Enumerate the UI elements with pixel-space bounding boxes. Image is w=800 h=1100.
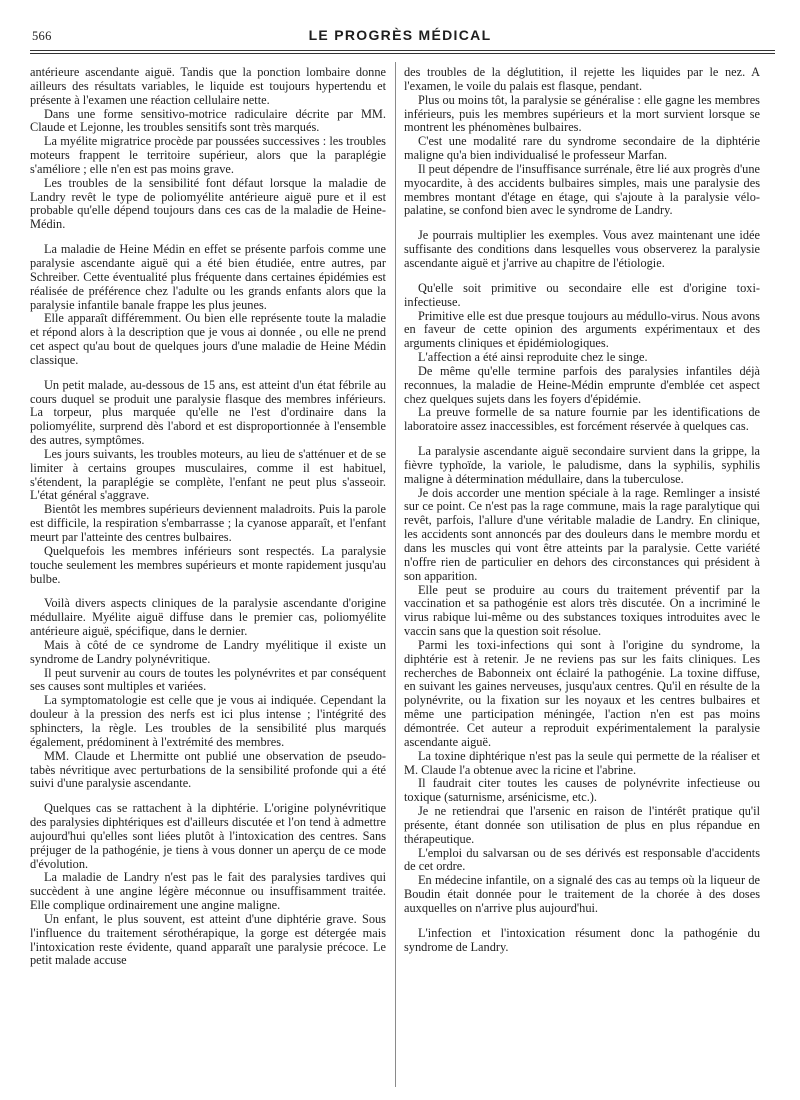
- paragraph: Un petit malade, au-dessous de 15 ans, est atteint d'un état fébrile au cours duquel se produit une paralysie flasque des membres inférieurs. La torpeur, plus marquée qu'elle ne l'est d'ordinaire dans la poliomyélite, surprend dès l'abord et est disproportionnée à l'ensemble des autres, symptômes.: [30, 377, 386, 448]
- paragraph: La symptomatologie est celle que je vous ai indiquée. Cependant la douleur à la pression des nerfs est ici plus intense ; l'intégrité des sphincters, la règle. Les troubles de la sensibilité plus marqués également, prédominent à l'extrémité des membres.: [30, 693, 386, 749]
- paragraph: Bientôt les membres supérieurs deviennent maladroits. Puis la parole est difficile, la respiration s'embarrasse ; la cyanose apparaît, et l'enfant meurt par l'atteinte des centres bulbaires.: [30, 502, 386, 544]
- paragraph: La paralysie ascendante aiguë secondaire survient dans la grippe, la fièvre typhoïde, la variole, le paludisme, dans la syphilis, syphilis maligne à détermination médullaire, dans la tuberculose.: [404, 444, 760, 486]
- paragraph: C'est une modalité rare du syndrome secondaire de la diphtérie maligne qu'a bien individualisé le professeur Marfan.: [404, 134, 760, 163]
- paragraph: Dans une forme sensitivo-motrice radiculaire décrite par MM. Claude et Lejonne, les troubles sensitifs sont très marqués.: [30, 106, 386, 135]
- paragraph: Quelquefois les membres inférieurs sont respectés. La paralysie touche seulement les membres supérieurs et monte rapidement jusqu'au bulbe.: [30, 543, 386, 586]
- paragraph: La myélite migratrice procède par poussées successives : les troubles moteurs frappent le territoire supérieur, alors que la paraplégie s'améliore ; elle n'en est pas moins grave.: [30, 134, 386, 176]
- paragraph: L'infection et l'intoxication résument donc la pathogénie du syndrome de Landry.: [404, 925, 760, 954]
- paragraph: Parmi les toxi-infections qui sont à l'origine du syndrome, la diphtérie est à retenir. Je ne reviens pas sur les faits cliniques. Les recherches de Babonneix ont éclairé la pathogénie. La toxine diffuse, en suivant les gaines nerveuses, jusqu'aux centres. Qu'il en résulte de la polynévrite, ou la fixation sur les noyaux et les centres bulbaires et même une participation méningée, l'action n'en est pas moins démontrée. Cet auteur a reproduit expérimentalement la paralysie ascendante aiguë.: [404, 637, 760, 749]
- paragraph: Voilà divers aspects cliniques de la paralysie ascendante d'origine médullaire. Myélite aiguë diffuse dans le premier cas, poliomyélite antérieure aiguë, spécifique, dans le dernier.: [30, 596, 386, 639]
- paragraph: Primitive elle est due presque toujours au médullo-virus. Nous avons en faveur de cette opinion des arguments expérimentaux et des arguments cliniques et épidémiologiques.: [404, 308, 760, 351]
- left-column: [30, 66, 386, 968]
- paragraph: Il faudrait citer toutes les causes de polynévrite infectieuse ou toxique (saturnisme, arsénicisme, etc.).: [404, 776, 760, 805]
- header-rule: [30, 50, 775, 51]
- page-header: [30, 27, 770, 47]
- paragraph: Je pourrais multiplier les exemples. Vous avez maintenant une idée suffisante des conditions dans lesquelles vous observerez la paralysie ascendante aiguë et j'arrive au chapitre de l'étiologie.: [404, 228, 760, 270]
- paragraph: Il peut dépendre de l'insuffisance surrénale, être lié aux progrès d'une myocardite, à des accidents bulbaires simples, mais une paralysie des membres montant d'étage en étage, qui s'ajoute à la paralysie vélo-palatine, se confond bien avec le syndrome de Landry.: [404, 161, 760, 218]
- paragraph: Je dois accorder une mention spéciale à la rage. Remlinger a insisté sur ce point. Ce n'est pas la rage commune, mais la rage paralytique qui revêt, parfois, l'allure d'une véritable maladie de Landry. En clinique, les accidents sont annoncés par des douleurs dans le membre mordu et dans les muscles qui vont être atteints par la paralysie. Cette variété n'offre rien de particulier en dehors des circonstances qui président à son apparition.: [404, 485, 760, 583]
- paragraph: MM. Claude et Lhermitte ont publié une observation de pseudo-tabès névritique avec perturbations de la sensibilité profonde qui a été suivi d'une paralysie ascendante.: [30, 748, 386, 791]
- paragraph: En médecine infantile, on a signalé des cas au temps où la liqueur de Boudin était donnée pour le traitement de la chorée à des doses auxquelles on n'arrive plus aujourd'hui.: [404, 873, 760, 915]
- paragraph: Quelques cas se rattachent à la diphtérie. L'origine polynévritique des paralysies diphtériques est d'ailleurs discutée et l'on tend à admettre aujourd'hui qu'elles sont liées plutôt à l'intoxication des centres. Sans préjuger de la pathogénie, je tiens à vous donner un aperçu de ce mode d'évolution.: [30, 801, 386, 871]
- paragraph: La maladie de Landry n'est pas le fait des paralysies tardives qui succèdent à une angine légère méconnue ou insuffisamment traitée. Elle complique ordinairement une angine maligne.: [30, 870, 386, 913]
- paragraph: L'emploi du salvarsan ou de ses dérivés est responsable d'accidents de cet ordre.: [404, 845, 760, 874]
- paragraph: Qu'elle soit primitive ou secondaire elle est d'origine toxi-infectieuse.: [404, 280, 760, 309]
- paragraph: Il peut survenir au cours de toutes les polynévrites et par conséquent ses causes sont multiples et variées.: [30, 665, 386, 694]
- page-number: 566: [32, 29, 52, 43]
- paragraph: antérieure ascendante aiguë. Tandis que la ponction lombaire donne ailleurs des résultats variables, le liquide est toujours hypertendu et présente à l'examen une réaction cellulaire nette.: [30, 65, 386, 107]
- paragraph: La maladie de Heine Médin en effet se présente parfois comme une paralysie ascendante aiguë qui a été bien étudiée, entre autres, par Schreiber. Cette éventualité plus fréquente dans certaines épidémies est réalisée de préférence chez l'adulte ou les grands enfants alors que la paralysie infantile banale frappe les plus jeunes.: [30, 242, 386, 312]
- paragraph: Plus ou moins tôt, la paralysie se généralise : elle gagne les membres inférieurs, puis les membres supérieurs et la mort survient lorsque se montrent les phénomènes bulbaires.: [404, 92, 760, 135]
- paragraph: La preuve formelle de sa nature fournie par les identifications de laboratoire assez inaccessibles, est forcément réservée à quelques cas.: [404, 405, 760, 434]
- paragraph: Je ne retiendrai que l'arsenic en raison de l'intérêt pratique qu'il présente, étant donnée son utilisation de plus en plus répandue en thérapeutique.: [404, 804, 760, 846]
- paragraph: La toxine diphtérique n'est pas la seule qui permette de la réaliser et M. Claude l'a obtenue avec la ricine et l'abrine.: [404, 748, 760, 777]
- header-rule-secondary: [30, 53, 775, 54]
- paragraph: Mais à côté de ce syndrome de Landry myélitique il existe un syndrome de Landry polynévritique.: [30, 637, 386, 666]
- paragraph: De même qu'elle termine parfois des paralysies infantiles déjà reconnues, la maladie de Heine-Médin emprunte d'emblée cet aspect chez quelques sujets dans les foyers d'épidémie.: [404, 363, 760, 406]
- column-divider: [395, 62, 396, 1087]
- paragraph: Les troubles de la sensibilité font défaut lorsque la maladie de Landry revêt le type de poliomyélite antérieure aiguë pure et il est probable qu'elle dépend toujours dans ces cas de la maladie de Heine-Médin.: [30, 175, 386, 232]
- journal-title: LE PROGRÈS MÉDICAL: [308, 27, 492, 43]
- paragraph: Elle peut se produire au cours du traitement préventif par la vaccination et sa pathogénie est alors très discutée. On a incriminé le virus rabique lui-même ou des substances toxiques introduites avec le vaccin sans que la question soit résolue.: [404, 582, 760, 639]
- paragraph: L'affection a été ainsi reproduite chez le singe.: [418, 350, 648, 365]
- paragraph: Les jours suivants, les troubles moteurs, au lieu de s'atténuer et de se limiter à certains groupes musculaires, comme il est habituel, s'étendent, la paraplégie se complète, l'enfant ne peut plus s'asseoir. L'état général s'aggrave.: [30, 446, 386, 503]
- right-column: [404, 66, 760, 954]
- paragraph: des troubles de la déglutition, il rejette les liquides par le nez. A l'examen, le voile du palais est flasque, pendant.: [404, 65, 760, 93]
- paragraph: Un enfant, le plus souvent, est atteint d'une diphtérie grave. Sous l'influence du traitement sérothérapique, la gorge est détergée mais l'intoxication reste évidente, quand apparaît une paralysie précoce. Le petit malade accuse: [30, 911, 386, 968]
- paragraph: Elle apparaît différemment. Ou bien elle représente toute la maladie et répond alors à la description que je vous ai donnée , ou elle ne prend cet aspect qu'au bout de quelques jours d'une maladie de Heine Médin classique.: [30, 311, 386, 367]
